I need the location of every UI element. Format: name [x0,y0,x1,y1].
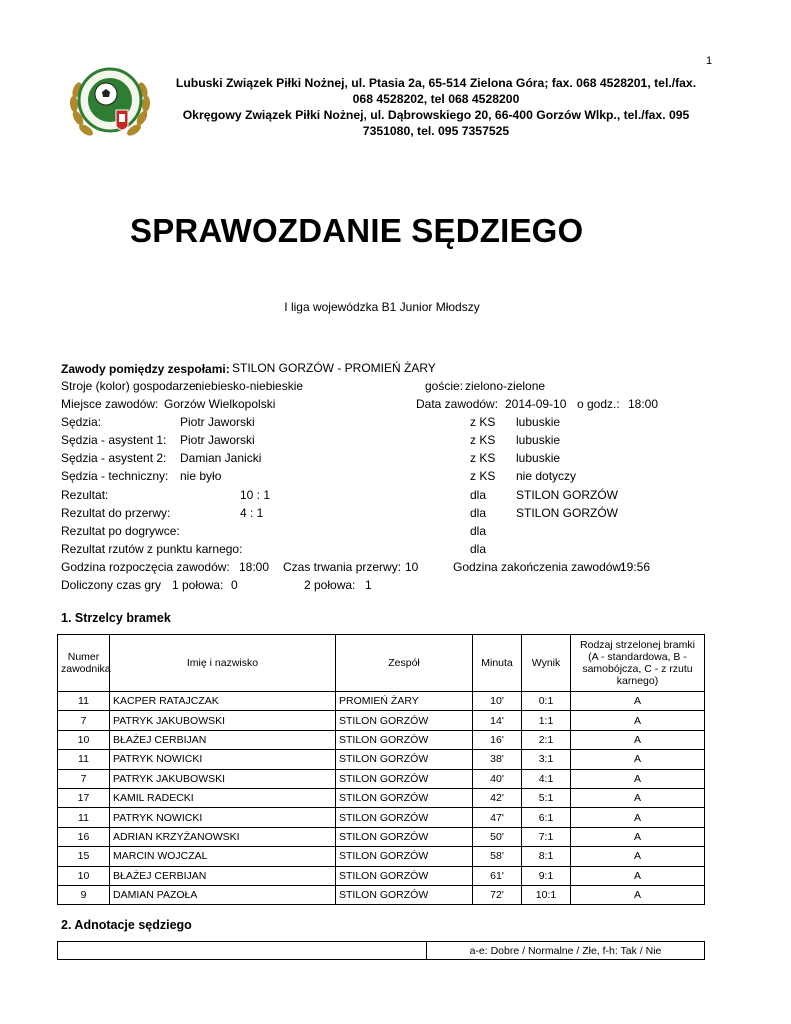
official-club: lubuskie [516,433,561,447]
table-row [58,866,705,885]
table-row [58,788,705,807]
goal-score: 0:1 [522,692,571,711]
table-row [58,692,705,711]
second-half-label: 2 połowa: [304,578,356,592]
table-row [58,769,705,788]
annotations-header-row [58,942,705,960]
goal-score: 5:1 [522,788,571,807]
first-half-label: 1 połowa: [172,578,224,592]
league-name: I liga wojewódzka B1 Junior Młodszy [284,300,480,314]
goal-type: A [571,692,705,711]
date-label: Data zawodów: [416,397,499,411]
player-name: BŁAŻEJ CERBIJAN [110,730,336,749]
goal-minute: 61' [473,866,522,885]
player-team: STILON GORZÓW [336,711,473,730]
away-kit-value: zielono-zielone [465,379,546,393]
table-row [58,847,705,866]
goal-type: A [571,711,705,730]
goal-minute: 38' [473,750,522,769]
second-half-value: 1 [365,578,372,592]
official-name: nie było [180,469,222,483]
annotations-legend: a-e: Dobre / Normalne / Złe, f-h: Tak / Nie [427,942,705,960]
official-club: lubuskie [516,451,561,465]
official-club: nie dotyczy [516,469,577,483]
result-for: dla [470,488,487,502]
player-name: PATRYK NOWICKI [110,808,336,827]
player-number: 7 [58,711,110,730]
annotations-table [57,941,705,960]
column-header-team: Zespół [336,635,473,692]
venue-label: Miejsce zawodów: [61,397,159,411]
table-row [58,808,705,827]
column-header-type: Rodzaj strzelonej bramki (A - standardowa, B - samobójcza, C - z rzutu karnego) [571,635,705,692]
player-number: 16 [58,827,110,846]
goal-type: A [571,847,705,866]
goal-type: A [571,788,705,807]
player-team: PROMIEŃ ŻARY [336,692,473,711]
official-label: Sędzia - asystent 2: [61,451,167,465]
player-number: 11 [58,692,110,711]
goal-minute: 72' [473,885,522,904]
official-label: Sędzia - techniczny: [61,469,169,483]
goal-minute: 14' [473,711,522,730]
first-half-value: 0 [231,578,238,592]
official-name: Piotr Jaworski [180,433,255,447]
home-kit-label: Stroje (kolor) gospodarze: [61,379,200,393]
header-line-4: 7351080, tel. 095 7357525 [362,124,510,138]
player-team: STILON GORZÓW [336,885,473,904]
time-label: o godz.: [577,397,620,411]
official-from: z KS [470,415,496,429]
result-for: dla [470,506,487,520]
break-duration-value: 10 [405,560,419,574]
player-name: MARCIN WOJCZAL [110,847,336,866]
player-name: BŁAŻEJ CERBIJAN [110,866,336,885]
player-number: 10 [58,730,110,749]
goal-score: 1:1 [522,711,571,730]
official-label: Sędzia - asystent 1: [61,433,167,447]
goal-type: A [571,808,705,827]
player-name: PATRYK JAKUBOWSKI [110,769,336,788]
official-club: lubuskie [516,415,561,429]
official-from: z KS [470,433,496,447]
goal-minute: 10' [473,692,522,711]
break-duration-label: Czas trwania przerwy: [283,560,402,574]
official-from: z KS [470,469,496,483]
scorers-table [57,634,705,905]
result-value: 4 : 1 [240,506,264,520]
goal-type: A [571,769,705,788]
goal-minute: 42' [473,788,522,807]
goal-minute: 16' [473,730,522,749]
end-time-label: Godzina zakończenia zawodów: [453,560,625,574]
goal-type: A [571,730,705,749]
goal-score: 6:1 [522,808,571,827]
result-label: Rezultat po dogrywce: [61,524,180,538]
scorers-heading: 1. Strzelcy bramek [61,611,171,625]
date-value: 2014-09-10 [505,397,567,411]
player-team: STILON GORZÓW [336,769,473,788]
annotations-heading: 2. Adnotacje sędziego [61,918,192,932]
goal-type: A [571,866,705,885]
result-value: 10 : 1 [240,488,271,502]
player-number: 11 [58,808,110,827]
association-header [160,75,712,139]
teams-value: STILON GORZÓW - PROMIEŃ ŻARY [232,361,436,375]
player-name: KACPER RATAJCZAK [110,692,336,711]
header-line-1: Lubuski Związek Piłki Nożnej, ul. Ptasia 2a, 65-514 Zielona Góra; fax. 068 4528201, tel./fax. [175,76,697,90]
goal-score: 2:1 [522,730,571,749]
goal-score: 9:1 [522,866,571,885]
table-row [58,711,705,730]
player-name: PATRYK NOWICKI [110,750,336,769]
end-time-value: 19:56 [620,560,651,574]
venue-value: Gorzów Wielkopolski [164,397,276,411]
teams-label: Zawody pomiędzy zespołami: [61,362,230,376]
page-number: 1 [706,55,713,67]
header-line-3: Okręgowy Związek Piłki Nożnej, ul. Dąbrowskiego 20, 66-400 Gorzów Wlkp., tel./fax. 095 [182,108,690,122]
player-name: ADRIAN KRZYŻANOWSKI [110,827,336,846]
player-name: DAMIAN PAZOŁA [110,885,336,904]
home-kit-value: niebiesko-niebieskie [195,379,304,393]
time-value: 18:00 [628,397,659,411]
column-header-number: Numer zawodnika [58,635,110,692]
table-row [58,885,705,904]
goal-type: A [571,827,705,846]
goal-score: 3:1 [522,750,571,769]
table-row [58,730,705,749]
column-header-minute: Minuta [473,635,522,692]
player-team: STILON GORZÓW [336,808,473,827]
away-kit-label: goście: [425,379,464,393]
result-label: Rezultat rzutów z punktu karnego: [61,542,243,556]
column-header-score: Wynik [522,635,571,692]
header-line-2: 068 4528202, tel 068 4528200 [352,92,520,106]
goal-minute: 58' [473,847,522,866]
player-number: 10 [58,866,110,885]
goal-minute: 50' [473,827,522,846]
player-team: STILON GORZÓW [336,847,473,866]
player-number: 15 [58,847,110,866]
added-time-label: Doliczony czas gry [61,578,162,592]
table-row [58,750,705,769]
start-time-label: Godzina rozpoczęcia zawodów: [61,560,230,574]
result-label: Rezultat: [61,488,109,502]
goal-score: 4:1 [522,769,571,788]
annotations-empty-cell [58,942,427,960]
player-number: 17 [58,788,110,807]
player-name: KAMIL RADECKI [110,788,336,807]
page-title: SPRAWOZDANIE SĘDZIEGO [130,212,584,249]
goal-score: 8:1 [522,847,571,866]
player-team: STILON GORZÓW [336,788,473,807]
table-row [58,827,705,846]
goal-score: 10:1 [522,885,571,904]
player-number: 11 [58,750,110,769]
player-team: STILON GORZÓW [336,730,473,749]
player-name: PATRYK JAKUBOWSKI [110,711,336,730]
goal-minute: 47' [473,808,522,827]
goal-type: A [571,885,705,904]
result-for: dla [470,524,487,538]
player-team: STILON GORZÓW [336,827,473,846]
result-label: Rezultat do przerwy: [61,506,171,520]
player-team: STILON GORZÓW [336,866,473,885]
result-team: STILON GORZÓW [516,506,618,520]
player-number: 9 [58,885,110,904]
official-name: Piotr Jaworski [180,415,255,429]
goal-type: A [571,750,705,769]
official-name: Damian Janicki [180,451,262,465]
official-label: Sędzia: [61,415,102,429]
player-number: 7 [58,769,110,788]
scorers-header-row [58,635,705,692]
goal-score: 7:1 [522,827,571,846]
official-from: z KS [470,451,496,465]
goal-minute: 40' [473,769,522,788]
column-header-name: Imię i nazwisko [110,635,336,692]
result-team: STILON GORZÓW [516,488,618,502]
start-time-value: 18:00 [239,560,270,574]
football-association-crest-icon [66,60,154,148]
result-for: dla [470,542,487,556]
player-team: STILON GORZÓW [336,750,473,769]
